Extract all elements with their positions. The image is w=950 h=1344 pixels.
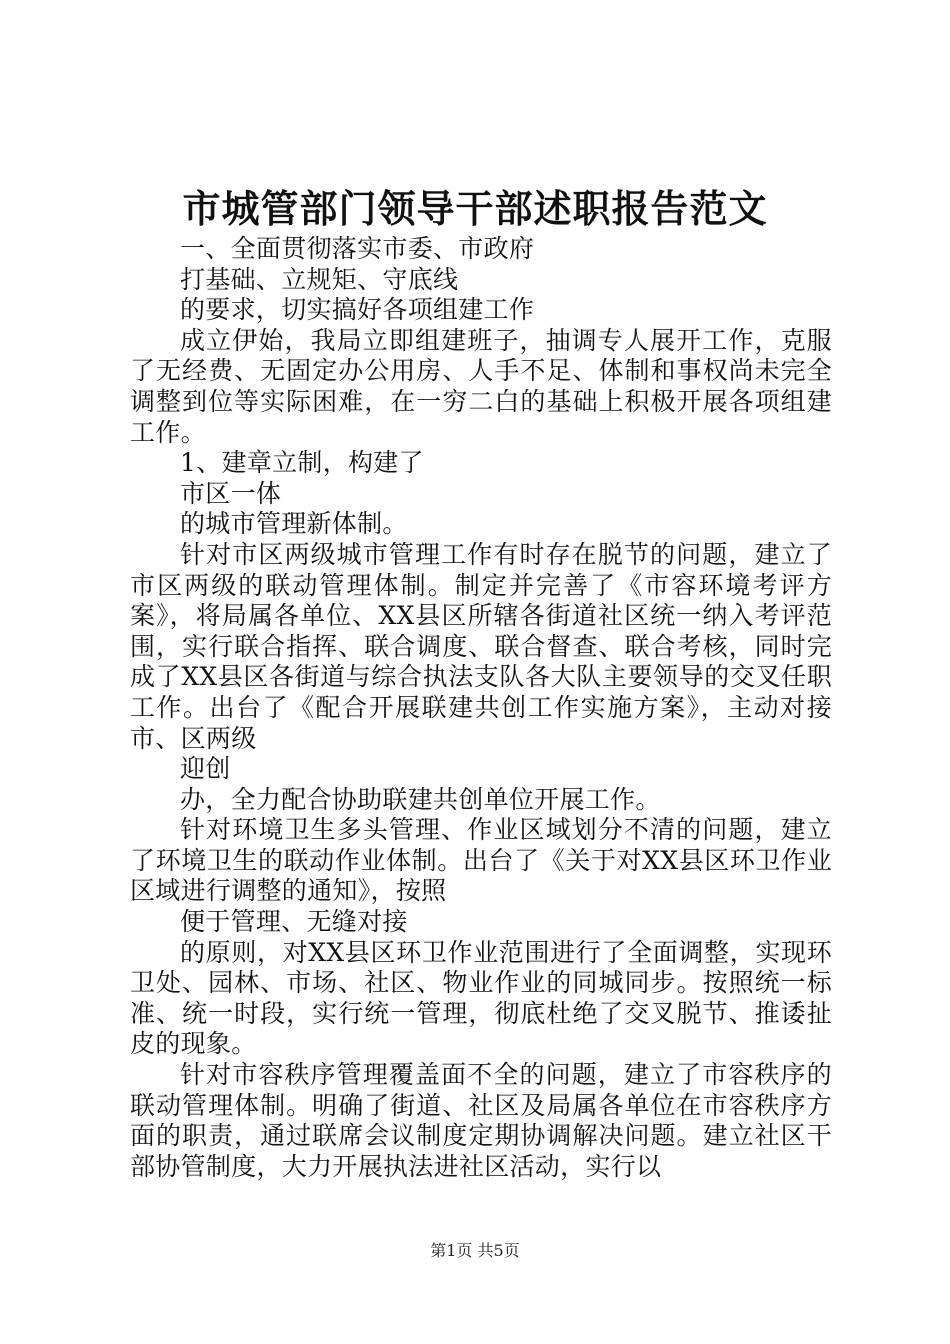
paragraph: 针对市容秩序管理覆盖面不全的问题，建立了市容秩序的联动管理体制。明确了街道、社区及局属各单位在市容秩序方面的职责，通过联席会议制度定期协调解决问题。建立社区干部协管制度，大力开展执法进社区活动，实行以 [130,1060,832,1181]
document-title: 市城管部门领导干部述职报告范文 [182,186,768,231]
paragraph: 的原则，对XX县区环卫作业范围进行了全面调整，实现环卫处、园林、市场、社区、物业作业的同城同步。按照统一标准、统一时段，实行统一管理，彻底杜绝了交叉脱节、推诿扯皮的现象。 [130,937,832,1059]
paragraph: 1、建章立制，构建了 [180,448,424,478]
paragraph: 针对环境卫生多头管理、作业区域划分不清的问题，建立了环境卫生的联动作业体制。出台了《关于对XX县区环卫作业区域进行调整的通知》，按照 [130,815,832,906]
paragraph: 办，全力配合协助联建共创单位开展工作。 [180,784,661,814]
document-body [130,234,832,1182]
paragraph: 一、全面贯彻落实市委、市政府 [180,234,535,263]
paragraph: 的要求，切实搞好各项组建工作 [180,295,535,325]
paragraph: 迎创 [180,754,231,784]
paragraph: 打基础、立规矩、守底线 [180,264,459,294]
paragraph: 便于管理、无缝对接 [180,907,408,937]
page-number-footer: 第1页 共5页 [430,1241,520,1260]
paragraph: 成立伊始，我局立即组建班子，抽调专人展开工作，克服了无经费、无固定办公用房、人手不足、体制和事权尚未完全调整到位等实际困难，在一穷二白的基础上积极开展各项组建工作。 [130,325,832,447]
paragraph: 针对市区两级城市管理工作有时存在脱节的问题，建立了市区两级的联动管理体制。制定并完善了《市容环境考评方案》，将局属各单位、XX县区所辖各街道社区统一纳入考评范围，实行联合指挥、联合调度、联合督查、联合考核，同时完成了XX县区各街道与综合执法支队各大队主要领导的交叉任职工作。出台了《配合开展联建共创工作实施方案》，主动对接市、区两级 [130,539,832,753]
paragraph: 的城市管理新体制。 [180,509,408,539]
paragraph: 市区一体 [180,478,282,508]
